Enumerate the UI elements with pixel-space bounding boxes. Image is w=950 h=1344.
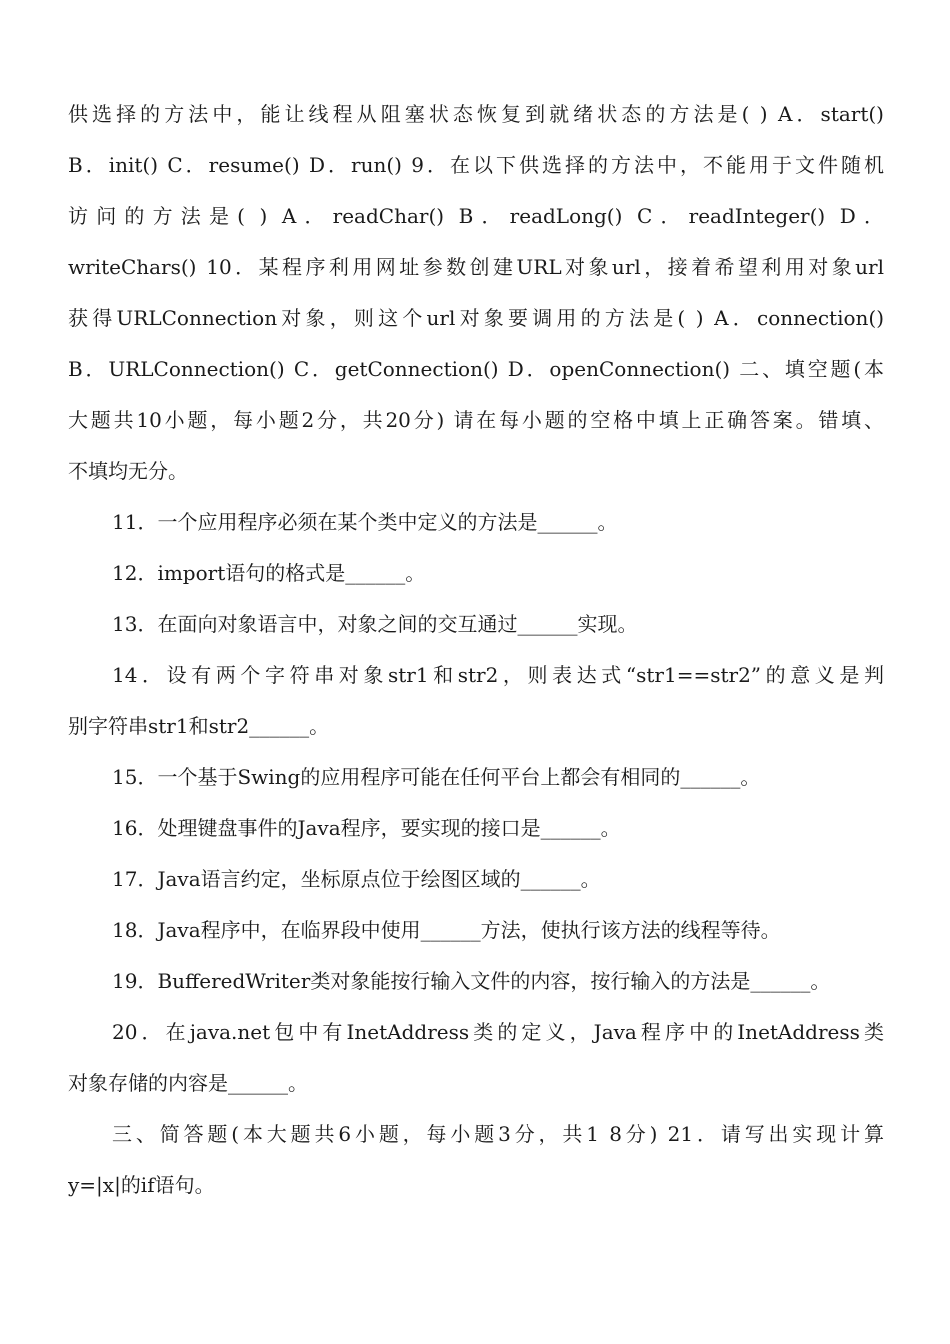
text-line: B．URLConnection() C．getConnection() D．openConnection() 二、填空题(本	[68, 357, 884, 381]
text-line: 大题共10小题，每小题2分，共20分) 请在每小题的空格中填上正确答案。错填、	[68, 408, 884, 432]
question-13: 13．在面向对象语言中，对象之间的交互通过______实现。	[112, 612, 638, 636]
text-line: 供选择的方法中，能让线程从阻塞状态恢复到就绪状态的方法是( ) A．start()	[68, 102, 884, 126]
question-17: 17．Java语言约定，坐标原点位于绘图区域的______。	[112, 867, 601, 891]
text-line: writeChars() 10．某程序利用网址参数创建URL对象url，接着希望利用对象url	[68, 255, 884, 279]
text-line: 不填均无分。	[68, 459, 188, 483]
question-20: 20．在java.net包中有InetAddress类的定义，Java程序中的InetAddress类	[112, 1020, 884, 1044]
document-page	[68, 89, 884, 1211]
text-line: 获得URLConnection对象，则这个url对象要调用的方法是( ) A．connection()	[68, 306, 884, 330]
question-11: 11．一个应用程序必须在某个类中定义的方法是______。	[112, 510, 618, 534]
question-15: 15．一个基于Swing的应用程序可能在任何平台上都会有相同的______。	[112, 765, 761, 789]
question-20-cont: 对象存储的内容是______。	[68, 1071, 308, 1095]
question-12: 12．import语句的格式是______。	[112, 561, 426, 585]
question-14: 14．设有两个字符串对象str1和str2，则表达式“str1==str2”的意义是判	[112, 663, 884, 687]
text-line: 访问的方法是( ) A．readChar() B．readLong() C．readInteger() D．	[68, 204, 884, 228]
question-19: 19．BufferedWriter类对象能按行输入文件的内容，按行输入的方法是______。	[112, 969, 831, 993]
question-16: 16．处理键盘事件的Java程序，要实现的接口是______。	[112, 816, 621, 840]
question-18: 18．Java程序中，在临界段中使用______方法，使执行该方法的线程等待。	[112, 918, 781, 942]
text-line: B．init() C．resume() D．run() 9．在以下供选择的方法中，不能用于文件随机	[68, 153, 884, 177]
section-three-heading: 三、简答题(本大题共6小题，每小题3分，共1 8分) 21．请写出实现计算	[112, 1122, 884, 1146]
question-14-cont: 别字符串str1和str2______。	[68, 714, 330, 738]
question-21-cont: y=|x|的if语句。	[68, 1173, 215, 1197]
